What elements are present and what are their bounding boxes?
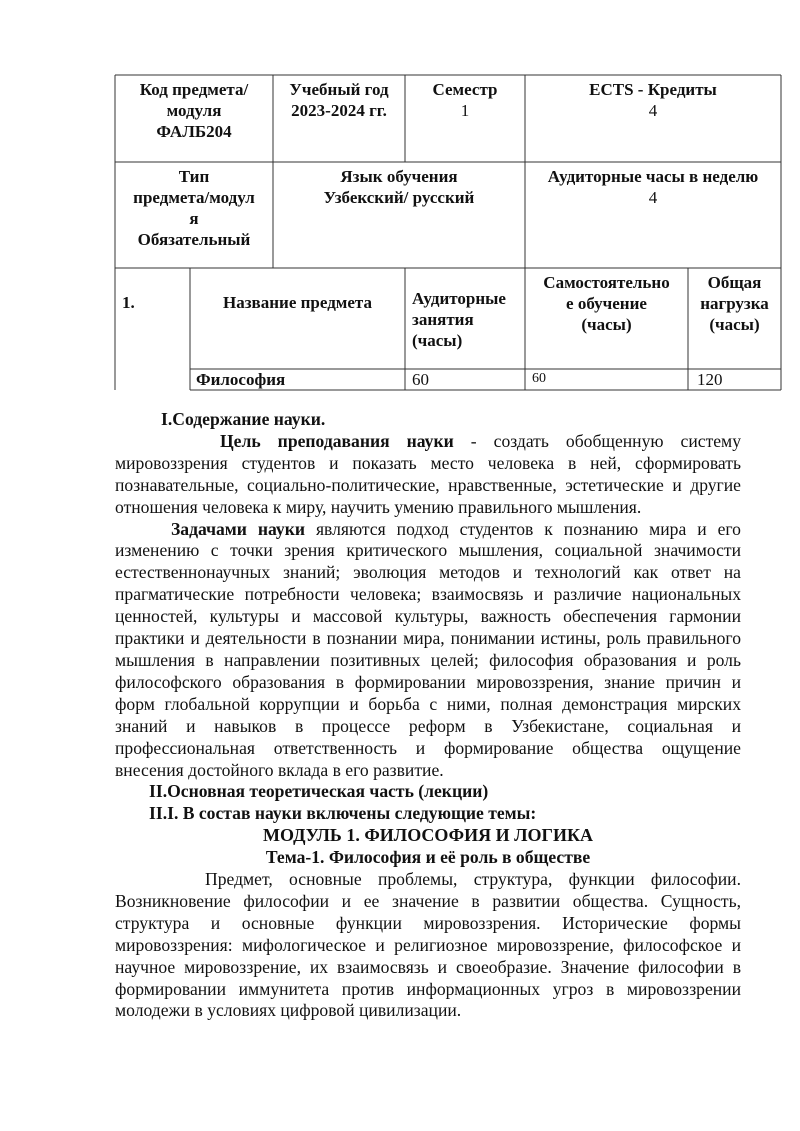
code-value: ФАЛБ204 [156, 122, 232, 141]
type-label-2: предмета/модул [133, 188, 255, 207]
aud-header-1: Аудиторные [412, 289, 506, 308]
topic-paragraph: Предмет, основные проблемы, структура, функции философии. Возникновение философии и ее значение в развитии общества. Сущность, структура и основные функции мировоззрения. Исторические формы мировоззрения: мифологическое и религиозное мировоззрение, философское и научное мировоззрение, их взаимосвязь и своеобразие. Значение философии в формировании иммунитета против информационных угроз в мировоззрении молодежи в условиях цифровой цивилизации. [115, 869, 741, 1021]
cell-ects [525, 79, 781, 121]
lang-value: Узбекский/ русский [323, 188, 475, 207]
year-value: 2023-2024 гг. [291, 101, 387, 120]
tasks-bold: Задачами науки [171, 518, 305, 539]
cell-code [115, 79, 273, 142]
year-label: Учебный год [289, 80, 389, 99]
section2-title: II.Основная теоретическая часть (лекции) [149, 781, 489, 802]
tasks-text: являются подход студентов к познанию мира и его изменению с точки зрения критического мышления, социальной значимости естественнонаучных знаний; эволюция методов и технологий как ответ на прагматические потребности человека; взаимосвязь и различие национальных ценностей, культуры и массовой культуры, важность обеспечения гармонии практики и деятельности в познании мира, понимании истины, роль правильного мышления в направлении позитивных целей; философия образования и роль философского образования в формировании мировоззрения, знание причин и форм глобальной коррупции и борьба с ними, полная демонстрация мирских знаний и навыков в процессе реформ в Узбекистане, социальная и профессиональная ответственность и формирование общества ощущение внесения достойного вклада в его развитие. [115, 518, 741, 780]
total-header-3: (часы) [709, 315, 760, 334]
cell-language [273, 166, 525, 208]
self-value: 60 [532, 371, 546, 386]
section1-title: I.Содержание науки. [161, 409, 326, 429]
total-header-1: Общая [707, 273, 762, 292]
aud-header-2: занятия [412, 310, 474, 329]
aud-header-3: (часы) [412, 331, 463, 350]
content-body [115, 409, 741, 1022]
cell-hours [525, 166, 781, 208]
self-header-2: е обучение [566, 294, 647, 313]
lang-label: Язык обучения [340, 167, 458, 186]
goal-bold: Цель преподавания науки [220, 430, 454, 451]
section21-title: II.I. В состав науки включены следующие темы: [149, 803, 537, 824]
cell-semester [405, 79, 525, 121]
aud-value: 60 [412, 370, 429, 389]
hours-value: 4 [648, 188, 658, 207]
self-header-3: (часы) [581, 315, 632, 334]
cell-year [273, 79, 405, 121]
semester-label: Семестр [432, 80, 498, 99]
row-number: 1. [122, 293, 135, 312]
type-value: Обязательный [137, 230, 251, 249]
ects-label: ECTS - Кредиты [589, 80, 717, 99]
type-label-1: Тип [178, 167, 210, 186]
subject-name: Философия [196, 370, 286, 389]
subject-header: Название предмета [223, 293, 372, 312]
topic-title: Тема-1. Философия и её роль в обществе [265, 847, 591, 868]
total-value: 120 [697, 370, 723, 389]
goal-paragraph [115, 431, 741, 519]
semester-value: 1 [460, 101, 470, 120]
total-header [688, 272, 781, 335]
hours-label: Аудиторные часы в неделю [547, 167, 759, 186]
goal-text: - создать обобщенную систему мировоззрения студентов и показать место человека в ней, сформировать познавательные, социально-политические, нравственные, эстетические и другие отношения человека к миру, научить умению правильного мышления. [115, 430, 741, 517]
aud-header [412, 288, 524, 351]
self-header [525, 272, 688, 335]
code-label: Код предмета/модуля [139, 80, 249, 120]
total-header-2: нагрузка [700, 294, 769, 313]
ects-value: 4 [648, 101, 658, 120]
module-title: МОДУЛЬ 1. ФИЛОСОФИЯ И ЛОГИКА [262, 825, 594, 846]
type-label-3: я [189, 209, 199, 228]
tasks-paragraph [115, 519, 741, 782]
self-header-1: Самостоятельно [543, 273, 670, 292]
cell-type [115, 166, 273, 250]
